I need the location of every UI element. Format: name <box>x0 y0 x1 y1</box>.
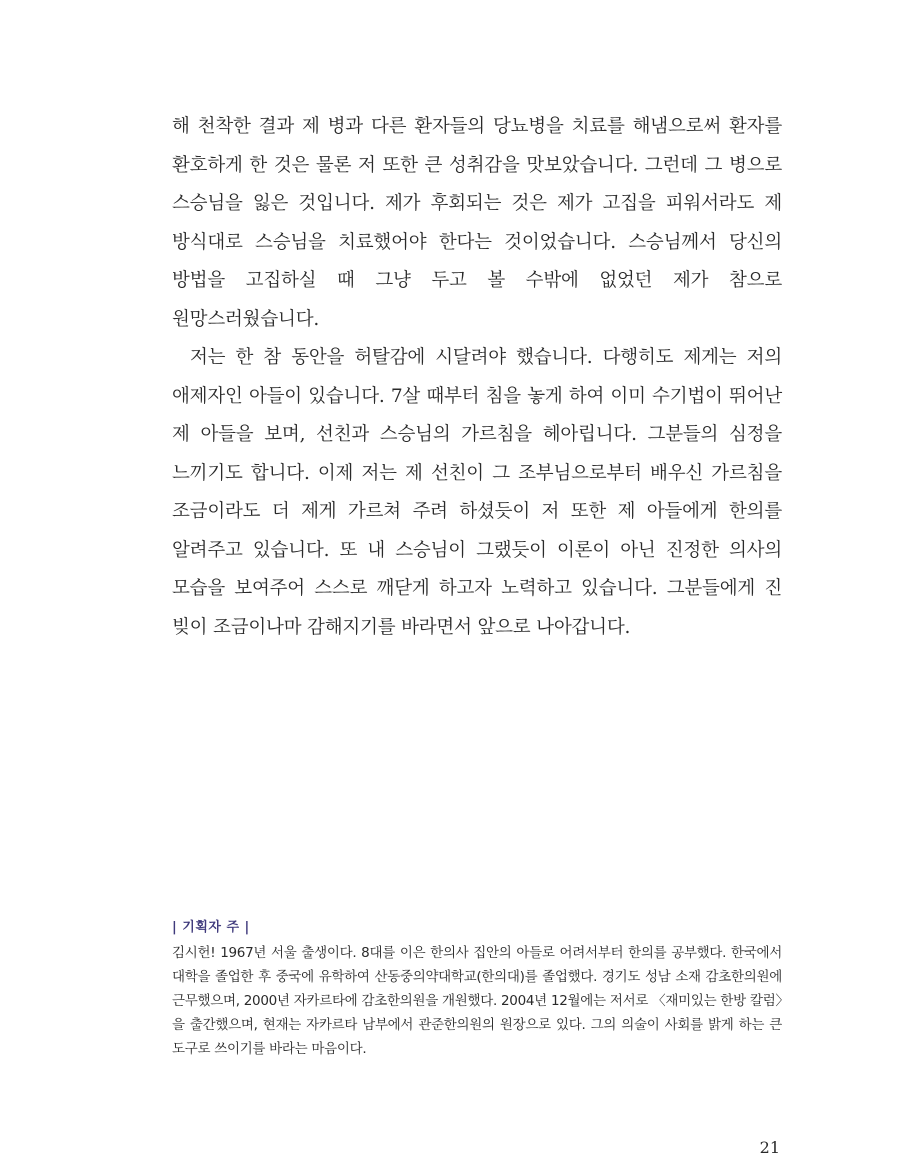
page-number: 21 <box>759 1138 780 1157</box>
planner-note <box>172 916 782 1061</box>
planner-note-heading: | 기획자 주 | <box>172 920 250 935</box>
body-paragraph-2: 저는 한 참 동안을 허탈감에 시달려야 했습니다. 다행히도 제게는 저의 애제자인 아들이 있습니다. 7살 때부터 침을 놓게 하여 이미 수기법이 뛰어난 제 아들을 보며, 선친과 스승님의 가르침을 헤아립니다. 그분들의 심정을 느끼기도 합니다. 이제 저는 제 선친이 그 조부님으로부터 배우신 가르침을 조금이라도 더 제게 가르쳐 주려 하셨듯이 저 또한 제 아들에게 한의를 알려주고 있습니다. 또 내 스승님이 그랬듯이 이론이 아닌 진정한 의사의 모습을 보여주어 스스로 깨닫게 하고자 노력하고 있습니다. 그분들에게 진 빚이 조금이나마 감해지기를 바라면서 앞으로 나아갑니다. <box>172 347 782 638</box>
planner-note-text: 김시헌! 1967년 서울 출생이다. 8대를 이은 한의사 집안의 아들로 어려서부터 한의를 공부했다. 한국에서 대학을 졸업한 후 중국에 유학하여 산동중의약대학교(한의대)를 졸업했다. 경기도 성남 소재 감초한의원에 근무했으며, 2000년 자카르타에 감초한의원을 개원했다. 2004년 12월에는 저서로 〈재미있는 한방 칼럼〉을 출간했으며, 현재는 자카르타 남부에서 관준한의원의 원장으로 있다. 그의 의술이 사회를 밝게 하는 큰 도구로 쓰이기를 바라는 마음이다. <box>172 945 782 1057</box>
body-paragraph-1: 해 천착한 결과 제 병과 다른 환자들의 당뇨병을 치료를 해냄으로써 환자를 환호하게 한 것은 물론 저 또한 큰 성취감을 맛보았습니다. 그런데 그 병으로 스승님을 잃은 것입니다. 제가 후회되는 것은 제가 고집을 피워서라도 제 방식대로 스승님을 치료했어야 한다는 것이었습니다. 스승님께서 당신의 방법을 고집하실 때 그냥 두고 볼 수밖에 없었던 제가 참으로 원망스러웠습니다. <box>172 116 782 330</box>
main-text-block <box>172 108 782 647</box>
